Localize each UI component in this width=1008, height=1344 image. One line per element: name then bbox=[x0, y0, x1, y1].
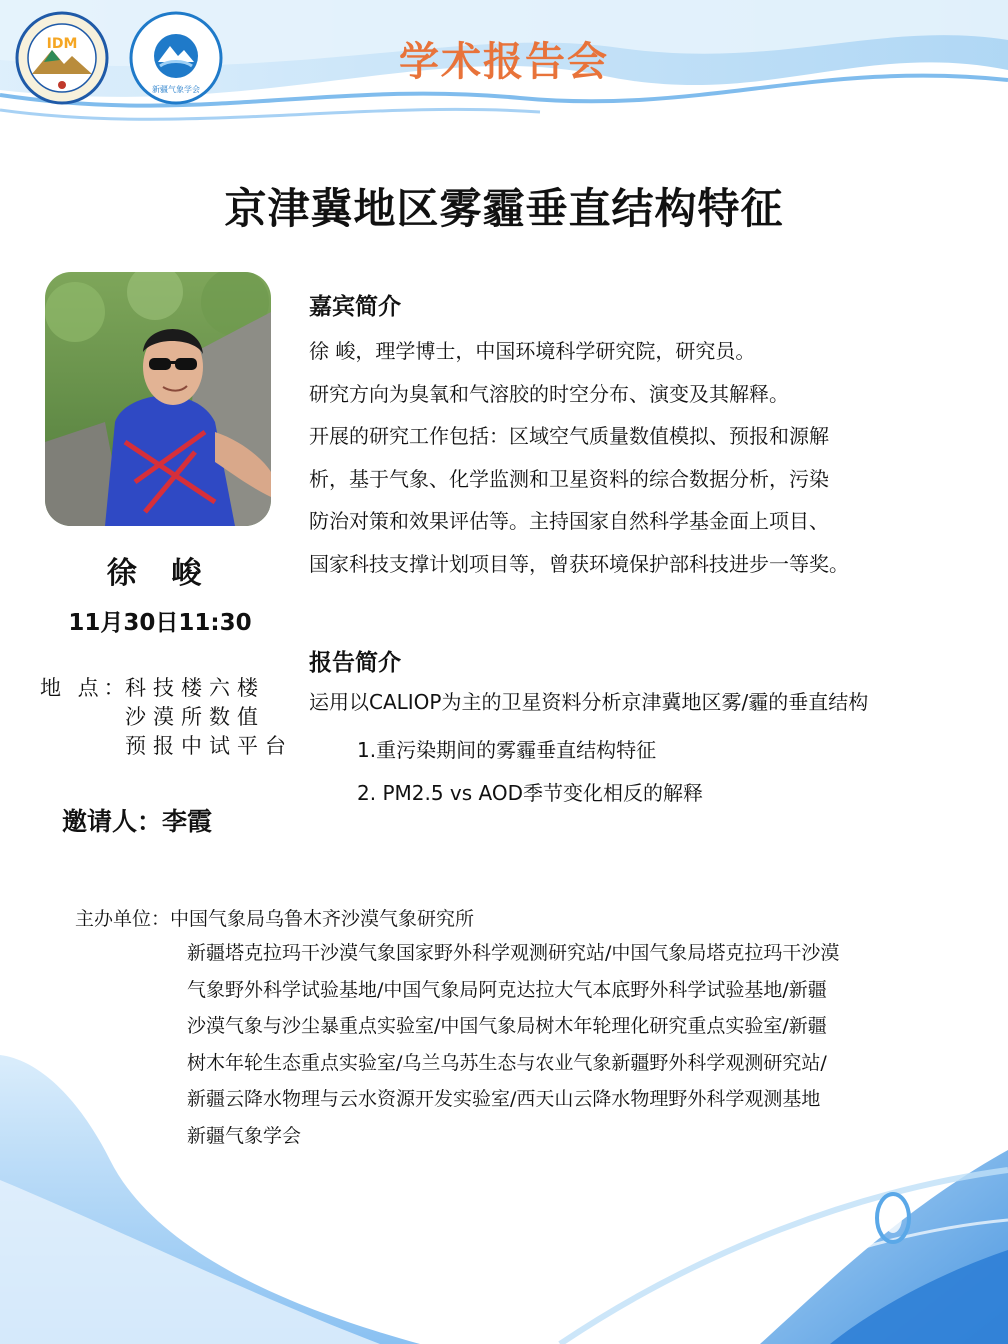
host-list bbox=[187, 935, 839, 1154]
bio-line: 析，基于气象、化学监测和卫星资料的综合数据分析，污染 bbox=[309, 466, 829, 491]
inviter: 邀请人：李霞 bbox=[62, 807, 213, 836]
event-title: 学术报告会 bbox=[399, 39, 609, 85]
host-line: 新疆气象学会 bbox=[187, 1124, 302, 1147]
speaker-name: 徐 峻 bbox=[106, 556, 214, 591]
talk-datetime: 11月30日11:30 bbox=[68, 610, 252, 636]
abstract-item: 1.重污染期间的雾霾垂直结构特征 bbox=[357, 738, 657, 762]
svg-text:新疆气象学会: 新疆气象学会 bbox=[152, 85, 200, 94]
talk-title: 京津冀地区雾霾垂直结构特征 bbox=[224, 184, 784, 233]
host-line: 新疆云降水物理与云水资源开发实验室/西天山云降水物理野外科学观测基地 bbox=[187, 1088, 821, 1110]
host-line: 新疆塔克拉玛干沙漠气象国家野外科学观测研究站/中国气象局塔克拉玛干沙漠 bbox=[187, 942, 840, 964]
bio-text bbox=[309, 330, 989, 585]
venue-label: 地 点： bbox=[40, 676, 130, 700]
bio-line: 开展的研究工作包括：区域空气质量数值模拟、预报和源解 bbox=[309, 424, 829, 448]
abstract-heading: 报告简介 bbox=[309, 650, 401, 676]
speaker-photo bbox=[45, 272, 271, 526]
bio-line: 研究方向为臭氧和气溶胶的时空分布、演变及其解释。 bbox=[309, 381, 789, 406]
bio-line: 国家科技支撑计划项目等，曾获环境保护部科技进步一等奖。 bbox=[309, 551, 849, 576]
bio-line: 防治对策和效果评估等。主持国家自然科学基金面上项目、 bbox=[309, 509, 829, 533]
svg-text:IDM: IDM bbox=[46, 36, 78, 52]
venue-line: 预报中试平台 bbox=[125, 734, 293, 758]
host-line: 气象野外科学试验基地/中国气象局阿克达拉大气本底野外科学试验基地/新疆 bbox=[187, 978, 827, 1001]
host-label: 主办单位：中国气象局乌鲁木齐沙漠气象研究所 bbox=[75, 908, 475, 930]
host-line: 树木年轮生态重点实验室/乌兰乌苏生态与农业气象新疆野外科学观测研究站/ bbox=[187, 1051, 827, 1074]
venue-line: 科技楼六楼 bbox=[125, 676, 265, 700]
bio-heading: 嘉宾简介 bbox=[309, 294, 401, 320]
abstract-item: 2. PM2.5 vs AOD季节变化相反的解释 bbox=[357, 781, 704, 805]
host-line: 沙漠气象与沙尘暴重点实验室/中国气象局树木年轮理化研究重点实验室/新疆 bbox=[187, 1015, 827, 1037]
bio-line: 徐 峻，理学博士，中国环境科学研究院，研究员。 bbox=[309, 339, 756, 363]
venue-line: 沙漠所数值 bbox=[125, 705, 265, 729]
abstract-summary: 运用以CALIOP为主的卫星资料分析京津冀地区雾/霾的垂直结构 bbox=[309, 690, 869, 714]
